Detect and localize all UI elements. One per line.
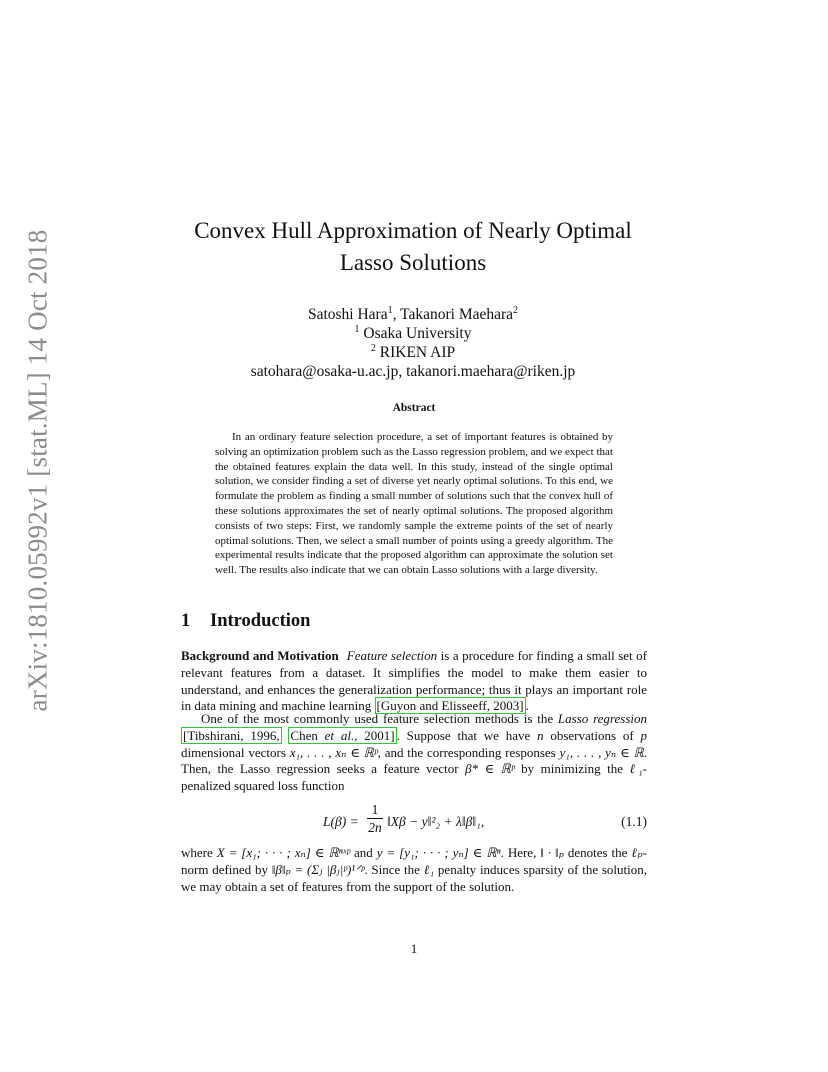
- paragraph-text: dimensional vectors: [181, 744, 290, 760]
- citation-text: , 2001]: [354, 727, 395, 743]
- equation-rhs: ‖Xβ − y‖²₂ + λ‖β‖₁,: [387, 814, 485, 829]
- paragraph-text: -penalized squared loss function: [181, 761, 648, 794]
- equation-1-1: [181, 802, 647, 838]
- paragraph-text: , and the corresponding responses: [377, 744, 560, 760]
- author-block: [160, 305, 666, 381]
- paragraph-text: . Here,: [500, 845, 541, 860]
- arxiv-stamp-text: arXiv:1810.05992v1 [stat.ML] 14 Oct 2018: [22, 229, 53, 711]
- paragraph-definitions: [181, 845, 647, 895]
- math-l1: ℓ₁: [629, 761, 643, 777]
- emphasis-feature-selection: Feature selection: [346, 648, 438, 663]
- equation-fraction: [367, 802, 383, 835]
- math-p: p: [640, 727, 647, 743]
- math-y-vector: y = [y₁; · · · ; yₙ] ∈ ℝⁿ: [376, 845, 501, 860]
- author-2: Takanori Maehara: [400, 306, 514, 323]
- paragraph-runin-heading: Background and Motivation: [181, 648, 339, 663]
- affiliation-2: [160, 343, 666, 362]
- math-beta: β* ∈ ℝᵖ: [465, 761, 515, 777]
- title-line-1: Convex Hull Approximation of Nearly Optimal: [194, 218, 632, 243]
- equation-lhs: L(β) =: [323, 814, 359, 829]
- math-x-matrix: X = [x₁; · · · ; xₙ] ∈ ℝⁿˣᵖ: [216, 845, 351, 860]
- section-number: 1: [181, 611, 191, 631]
- paragraph-text: is a procedure for finding a small set of relevant features from a dataset. It simplifies the model to make them easier to understand, and enhances the generalization performance; thus it plays an important role in data mining and machine learning: [181, 648, 648, 714]
- page-number: 1: [410, 941, 418, 956]
- paragraph-text: penalty induces sparsity of the solution, we may obtain a set of features from the support of the solution.: [181, 861, 648, 894]
- citation-text: Chen: [290, 727, 325, 743]
- citation-link[interactable]: [Tibshirani, 1996,: [183, 727, 280, 743]
- author-1: Satoshi Hara: [307, 306, 388, 323]
- affiliation-1-mark: 1: [354, 323, 360, 335]
- affiliation-1: [160, 324, 666, 343]
- fraction-bar: [367, 818, 383, 819]
- paragraph-text: One of the most commonly used feature selection methods is the: [201, 711, 558, 726]
- math-l1: ℓ₁: [423, 861, 435, 877]
- math-n: n: [537, 727, 544, 743]
- title-block: [160, 215, 666, 381]
- abstract-body: In an ordinary feature selection procedure, a set of important features is obtained by solving an optimization problem such as the Lasso regression problem, and we expect that the obtained features explain the data well. In this study, instead of the single optimal solution, we consider finding a set of diverse yet nearly optimal solutions. To this end, we formulate the problem as finding a small number of solutions such that the convex hull of these solutions approximates the set of nearly optimal solutions. The proposed algorithm consists of two steps: First, we randomly sample the extreme points of the set of nearly optimal solutions. Then, we select a small number of points using a greedy algorithm. The experimental results indicate that the proposed algorithm can approximate the solution set well. The results also indicate that we can obtain Lasso solutions with a large diversity.: [215, 431, 613, 577]
- emphasis-lasso: Lasso regression: [557, 711, 647, 726]
- affiliation-2-name: RIKEN AIP: [379, 344, 456, 361]
- author-names: [160, 305, 666, 324]
- section-heading: [181, 611, 310, 632]
- author-separator: ,: [392, 306, 401, 323]
- fraction-numerator: 1: [371, 802, 379, 817]
- section-title: Introduction: [210, 611, 311, 631]
- paragraph-lasso: [181, 711, 647, 795]
- citation-link[interactable]: [288, 727, 396, 744]
- math-norm: ‖ · ‖ₚ: [540, 845, 564, 860]
- title-line-2: Lasso Solutions: [339, 250, 487, 275]
- math-x-vectors: x₁, . . . , xₙ ∈ ℝᵖ: [289, 744, 378, 760]
- math-lp: ℓₚ: [631, 845, 643, 860]
- paragraph-text: . Since the: [364, 861, 424, 877]
- author-emails: satohara@osaka-u.ac.jp, takanori.maehara@riken.jp: [250, 363, 576, 380]
- arxiv-stamp: [9, 229, 67, 711]
- paragraph-text-end: .: [525, 698, 529, 714]
- paragraph-text: by minimizing the: [514, 761, 630, 777]
- affiliation-2-mark: 2: [370, 342, 376, 354]
- paragraph-text: . Suppose that we have: [396, 727, 538, 743]
- paragraph-background: [181, 648, 647, 715]
- affiliation-1-name: Osaka University: [363, 325, 472, 342]
- author-1-mark: 1: [387, 304, 393, 316]
- paragraph-text: denotes the: [563, 845, 632, 860]
- abstract-heading: Abstract: [392, 402, 436, 414]
- paragraph-text: -norm defined by: [181, 845, 647, 877]
- paragraph-text: observations of: [543, 727, 641, 743]
- paragraph-text: . Then, the Lasso regression seeks a feature vector: [181, 744, 647, 777]
- paragraph-text: and: [350, 845, 377, 860]
- fraction-denominator: 2n: [368, 820, 382, 835]
- author-2-mark: 2: [513, 304, 519, 316]
- citation-link[interactable]: [Guyon and Elisseeff, 2003]: [376, 698, 524, 714]
- math-responses: y₁, . . . , yₙ ∈ ℝ: [559, 744, 644, 760]
- paragraph-text: where: [181, 845, 217, 860]
- equation-label: (1.1): [621, 814, 647, 829]
- paper-title: [160, 215, 666, 279]
- citation-etal: et al.: [324, 727, 355, 743]
- math-norm-definition: ‖β‖ₚ = (Σⱼ |βⱼ|ᵖ)¹ᐟᵖ: [271, 861, 365, 877]
